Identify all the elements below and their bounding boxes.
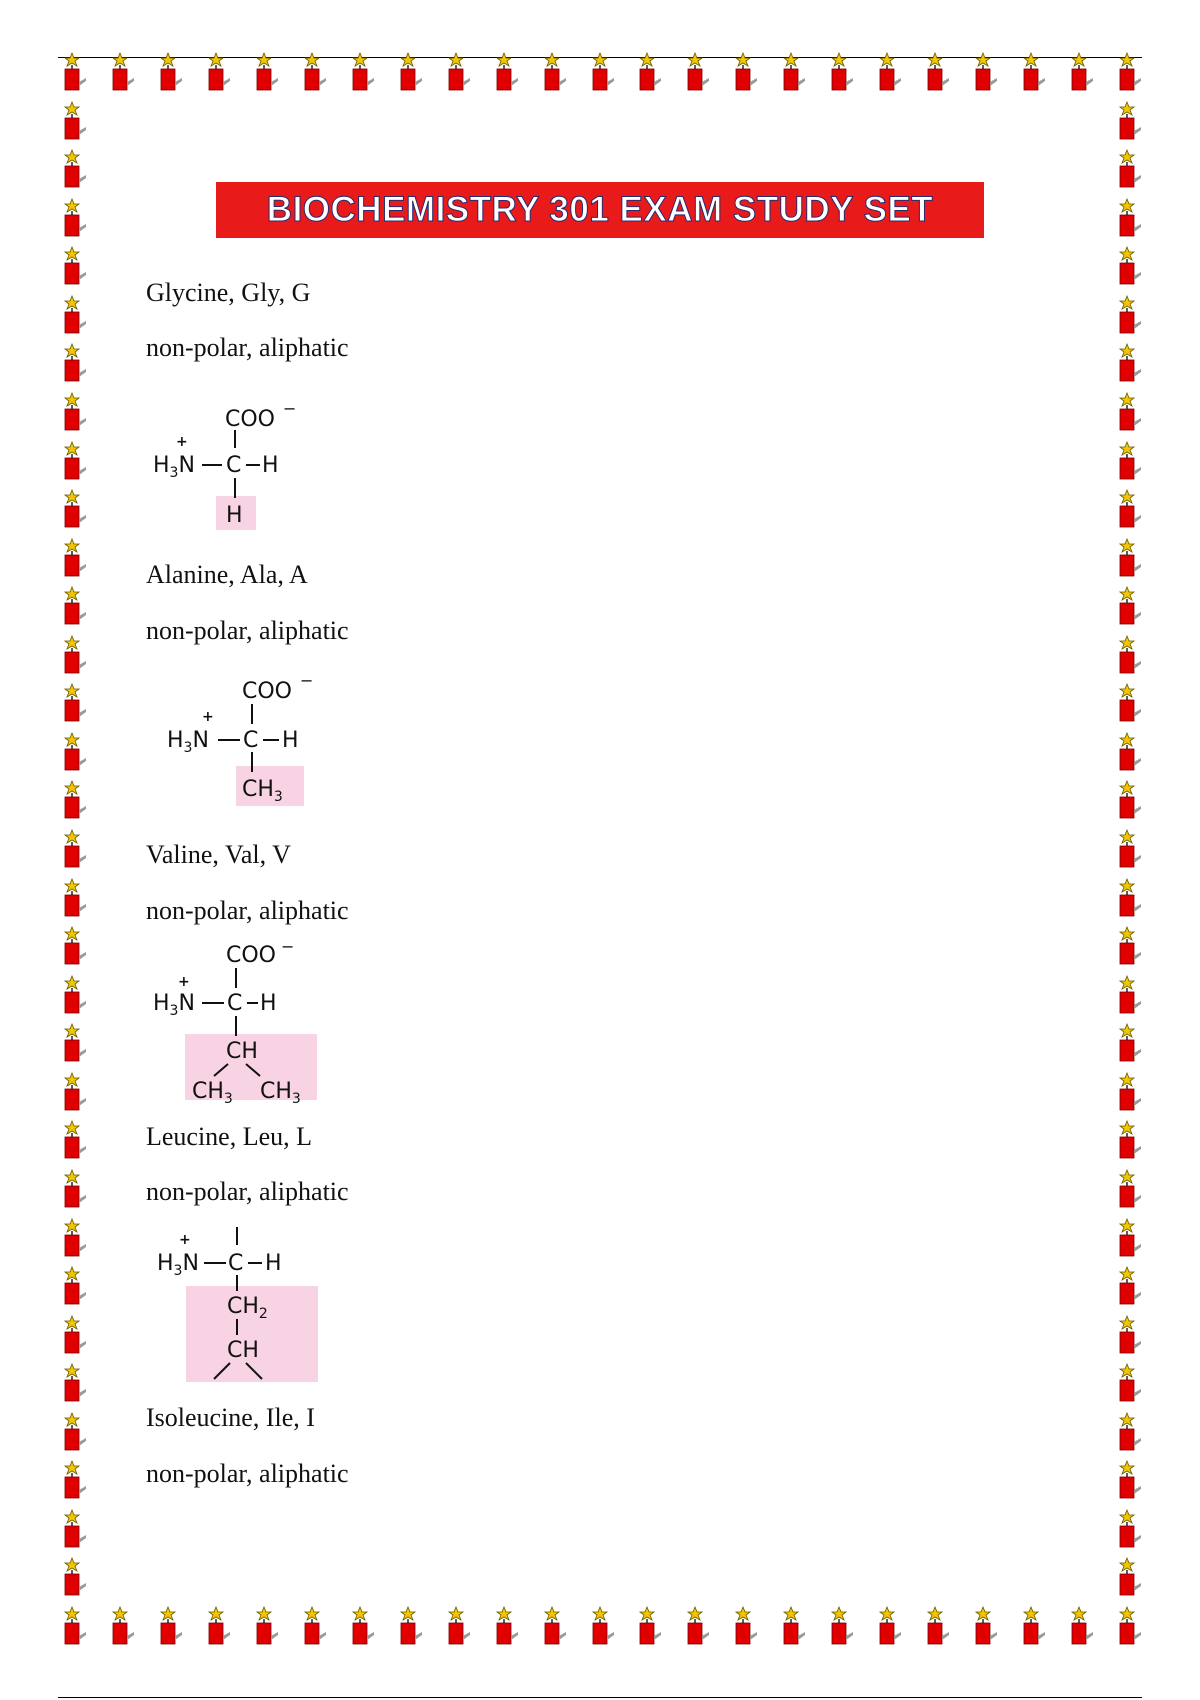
svg-text:+: + bbox=[202, 709, 214, 725]
candle-icon bbox=[1065, 52, 1095, 92]
candle-icon bbox=[58, 732, 88, 772]
candle-icon bbox=[58, 1120, 88, 1160]
candle-icon bbox=[58, 149, 88, 189]
candle-icon bbox=[1017, 52, 1047, 92]
candle-icon bbox=[58, 101, 88, 141]
amino-group: $H_3N$ bbox=[157, 1251, 199, 1279]
candle-icon bbox=[1113, 246, 1143, 286]
candle-icon bbox=[106, 1606, 136, 1646]
candle-icon bbox=[1113, 489, 1143, 529]
candle-icon bbox=[298, 1606, 328, 1646]
candle-icon bbox=[250, 1606, 280, 1646]
candle-icon bbox=[58, 829, 88, 869]
candle-icon bbox=[1113, 1606, 1143, 1646]
sidechain-atom: CH bbox=[226, 1039, 258, 1064]
alpha-hydrogen: H bbox=[260, 991, 277, 1016]
leucine-structure bbox=[152, 1225, 327, 1382]
candle-icon bbox=[921, 52, 951, 92]
candle-icon bbox=[202, 52, 232, 92]
candle-icon bbox=[442, 1606, 472, 1646]
candle-icon bbox=[490, 1606, 520, 1646]
candle-icon bbox=[777, 1606, 807, 1646]
candle-icon bbox=[1065, 1606, 1095, 1646]
candle-icon bbox=[1113, 926, 1143, 966]
candle-icon bbox=[633, 52, 663, 92]
candle-icon bbox=[58, 926, 88, 966]
amino-group: $H_3N$ bbox=[153, 991, 195, 1019]
candle-icon bbox=[1113, 1120, 1143, 1160]
candle-icon bbox=[538, 52, 568, 92]
candle-icon bbox=[1113, 1266, 1143, 1306]
svg-text:+: + bbox=[178, 974, 190, 990]
candle-icon bbox=[1113, 1460, 1143, 1500]
candle-icon bbox=[58, 1169, 88, 1209]
document-title: BIOCHEMISTRY 301 EXAM STUDY SET bbox=[266, 190, 934, 229]
alanine-structure bbox=[162, 668, 332, 808]
sidechain-atom: CH bbox=[227, 1338, 259, 1363]
candle-icon bbox=[1113, 1072, 1143, 1112]
alpha-carbon: C bbox=[243, 728, 259, 753]
candle-icon bbox=[1017, 1606, 1047, 1646]
candle-icon bbox=[1113, 1509, 1143, 1549]
carboxyl-group: COO bbox=[226, 943, 276, 968]
candle-icon bbox=[58, 1218, 88, 1258]
candle-icon bbox=[58, 586, 88, 626]
candle-icon bbox=[633, 1606, 663, 1646]
candle-icon bbox=[202, 1606, 232, 1646]
candle-icon bbox=[1113, 1218, 1143, 1258]
title-banner bbox=[216, 182, 984, 238]
candle-icon bbox=[58, 52, 88, 92]
candle-icon bbox=[58, 198, 88, 238]
candle-icon bbox=[1113, 878, 1143, 918]
alpha-hydrogen: H bbox=[265, 1251, 282, 1276]
sidechain-atom: $CH_3$ bbox=[242, 777, 283, 805]
candle-icon bbox=[1113, 538, 1143, 578]
alpha-carbon: C bbox=[226, 453, 242, 478]
candle-icon bbox=[1113, 1363, 1143, 1403]
amino-acid-class: non-polar, aliphatic bbox=[146, 1177, 349, 1206]
candle-icon bbox=[58, 1606, 88, 1646]
candle-icon bbox=[1113, 295, 1143, 335]
candle-icon bbox=[1113, 1315, 1143, 1355]
candle-icon bbox=[58, 1460, 88, 1500]
amino-acid-class: non-polar, aliphatic bbox=[146, 333, 349, 362]
candle-icon bbox=[921, 1606, 951, 1646]
candle-icon bbox=[1113, 635, 1143, 675]
candle-icon bbox=[394, 52, 424, 92]
sidechain-atom: $CH_2$ bbox=[227, 1294, 268, 1322]
candle-icon bbox=[1113, 780, 1143, 820]
candle-icon bbox=[873, 52, 903, 92]
candle-icon bbox=[538, 1606, 568, 1646]
negative-charge: − bbox=[281, 938, 295, 956]
candle-icon bbox=[58, 538, 88, 578]
candle-icon bbox=[1113, 683, 1143, 723]
svg-text:+: + bbox=[176, 434, 188, 450]
carboxyl-group: COO bbox=[225, 407, 275, 432]
candle-icon bbox=[58, 975, 88, 1015]
alpha-hydrogen: H bbox=[282, 728, 299, 753]
sidechain-atom: $CH_3$ bbox=[260, 1079, 301, 1103]
candle-icon bbox=[346, 52, 376, 92]
amino-acid-name: Leucine, Leu, L bbox=[146, 1122, 313, 1151]
candle-icon bbox=[58, 780, 88, 820]
candle-icon bbox=[490, 52, 520, 92]
negative-charge: − bbox=[300, 671, 314, 690]
candle-icon bbox=[154, 52, 184, 92]
candle-icon bbox=[1113, 101, 1143, 141]
candle-icon bbox=[681, 52, 711, 92]
amino-acid-name: Glycine, Gly, G bbox=[146, 278, 311, 307]
bottom-rule bbox=[58, 1697, 1142, 1698]
amino-acid-name: Isoleucine, Ile, I bbox=[146, 1403, 315, 1432]
amino-acid-name: Alanine, Ala, A bbox=[146, 560, 308, 589]
candle-icon bbox=[586, 1606, 616, 1646]
amino-group: $H_3N$ bbox=[167, 728, 209, 756]
candle-icon bbox=[1113, 829, 1143, 869]
candle-icon bbox=[1113, 392, 1143, 432]
alpha-carbon: C bbox=[227, 991, 243, 1016]
candle-icon bbox=[442, 52, 472, 92]
candle-icon bbox=[154, 1606, 184, 1646]
candle-icon bbox=[298, 52, 328, 92]
candle-icon bbox=[58, 489, 88, 529]
amino-group: $H_3N$ bbox=[153, 453, 195, 481]
candle-icon bbox=[1113, 1557, 1143, 1597]
svg-text:+: + bbox=[179, 1232, 191, 1248]
candle-icon bbox=[969, 1606, 999, 1646]
amino-acid-name: Valine, Val, V bbox=[146, 840, 291, 869]
candle-icon bbox=[1113, 586, 1143, 626]
candle-icon bbox=[58, 1266, 88, 1306]
candle-icon bbox=[58, 295, 88, 335]
candle-icon bbox=[58, 878, 88, 918]
candle-icon bbox=[58, 1412, 88, 1452]
candle-icon bbox=[346, 1606, 376, 1646]
candle-icon bbox=[58, 1315, 88, 1355]
negative-charge: − bbox=[283, 399, 297, 418]
candle-icon bbox=[1113, 343, 1143, 383]
amino-acid-class: non-polar, aliphatic bbox=[146, 616, 349, 645]
candle-icon bbox=[250, 52, 280, 92]
candle-icon bbox=[729, 1606, 759, 1646]
glycine-structure bbox=[150, 398, 310, 533]
candle-icon bbox=[1113, 52, 1143, 92]
amino-acid-class: non-polar, aliphatic bbox=[146, 896, 349, 925]
candle-icon bbox=[1113, 198, 1143, 238]
candle-icon bbox=[873, 1606, 903, 1646]
candle-icon bbox=[1113, 441, 1143, 481]
candle-icon bbox=[58, 635, 88, 675]
candle-icon bbox=[586, 52, 616, 92]
amino-acid-class: non-polar, aliphatic bbox=[146, 1459, 349, 1488]
candle-icon bbox=[58, 343, 88, 383]
alpha-carbon: C bbox=[228, 1251, 244, 1276]
candle-icon bbox=[58, 1509, 88, 1549]
alpha-hydrogen: H bbox=[262, 453, 279, 478]
candle-icon bbox=[58, 392, 88, 432]
candle-icon bbox=[58, 1072, 88, 1112]
candle-icon bbox=[825, 52, 855, 92]
candle-icon bbox=[1113, 1412, 1143, 1452]
candle-icon bbox=[729, 52, 759, 92]
candle-icon bbox=[58, 441, 88, 481]
valine-structure bbox=[150, 938, 325, 1103]
candle-icon bbox=[1113, 1169, 1143, 1209]
candle-icon bbox=[1113, 732, 1143, 772]
candle-icon bbox=[106, 52, 136, 92]
candle-icon bbox=[1113, 975, 1143, 1015]
candle-icon bbox=[394, 1606, 424, 1646]
carboxyl-group: COO bbox=[242, 679, 292, 704]
candle-icon bbox=[58, 1023, 88, 1063]
candle-icon bbox=[1113, 149, 1143, 189]
candle-icon bbox=[681, 1606, 711, 1646]
candle-icon bbox=[58, 1363, 88, 1403]
candle-icon bbox=[1113, 1023, 1143, 1063]
sidechain-atom: $CH_3$ bbox=[192, 1079, 233, 1103]
candle-icon bbox=[969, 52, 999, 92]
candle-icon bbox=[58, 246, 88, 286]
candle-icon bbox=[825, 1606, 855, 1646]
candle-icon bbox=[58, 1557, 88, 1597]
candle-icon bbox=[58, 683, 88, 723]
candle-icon bbox=[777, 52, 807, 92]
sidechain-atom: H bbox=[226, 503, 243, 528]
